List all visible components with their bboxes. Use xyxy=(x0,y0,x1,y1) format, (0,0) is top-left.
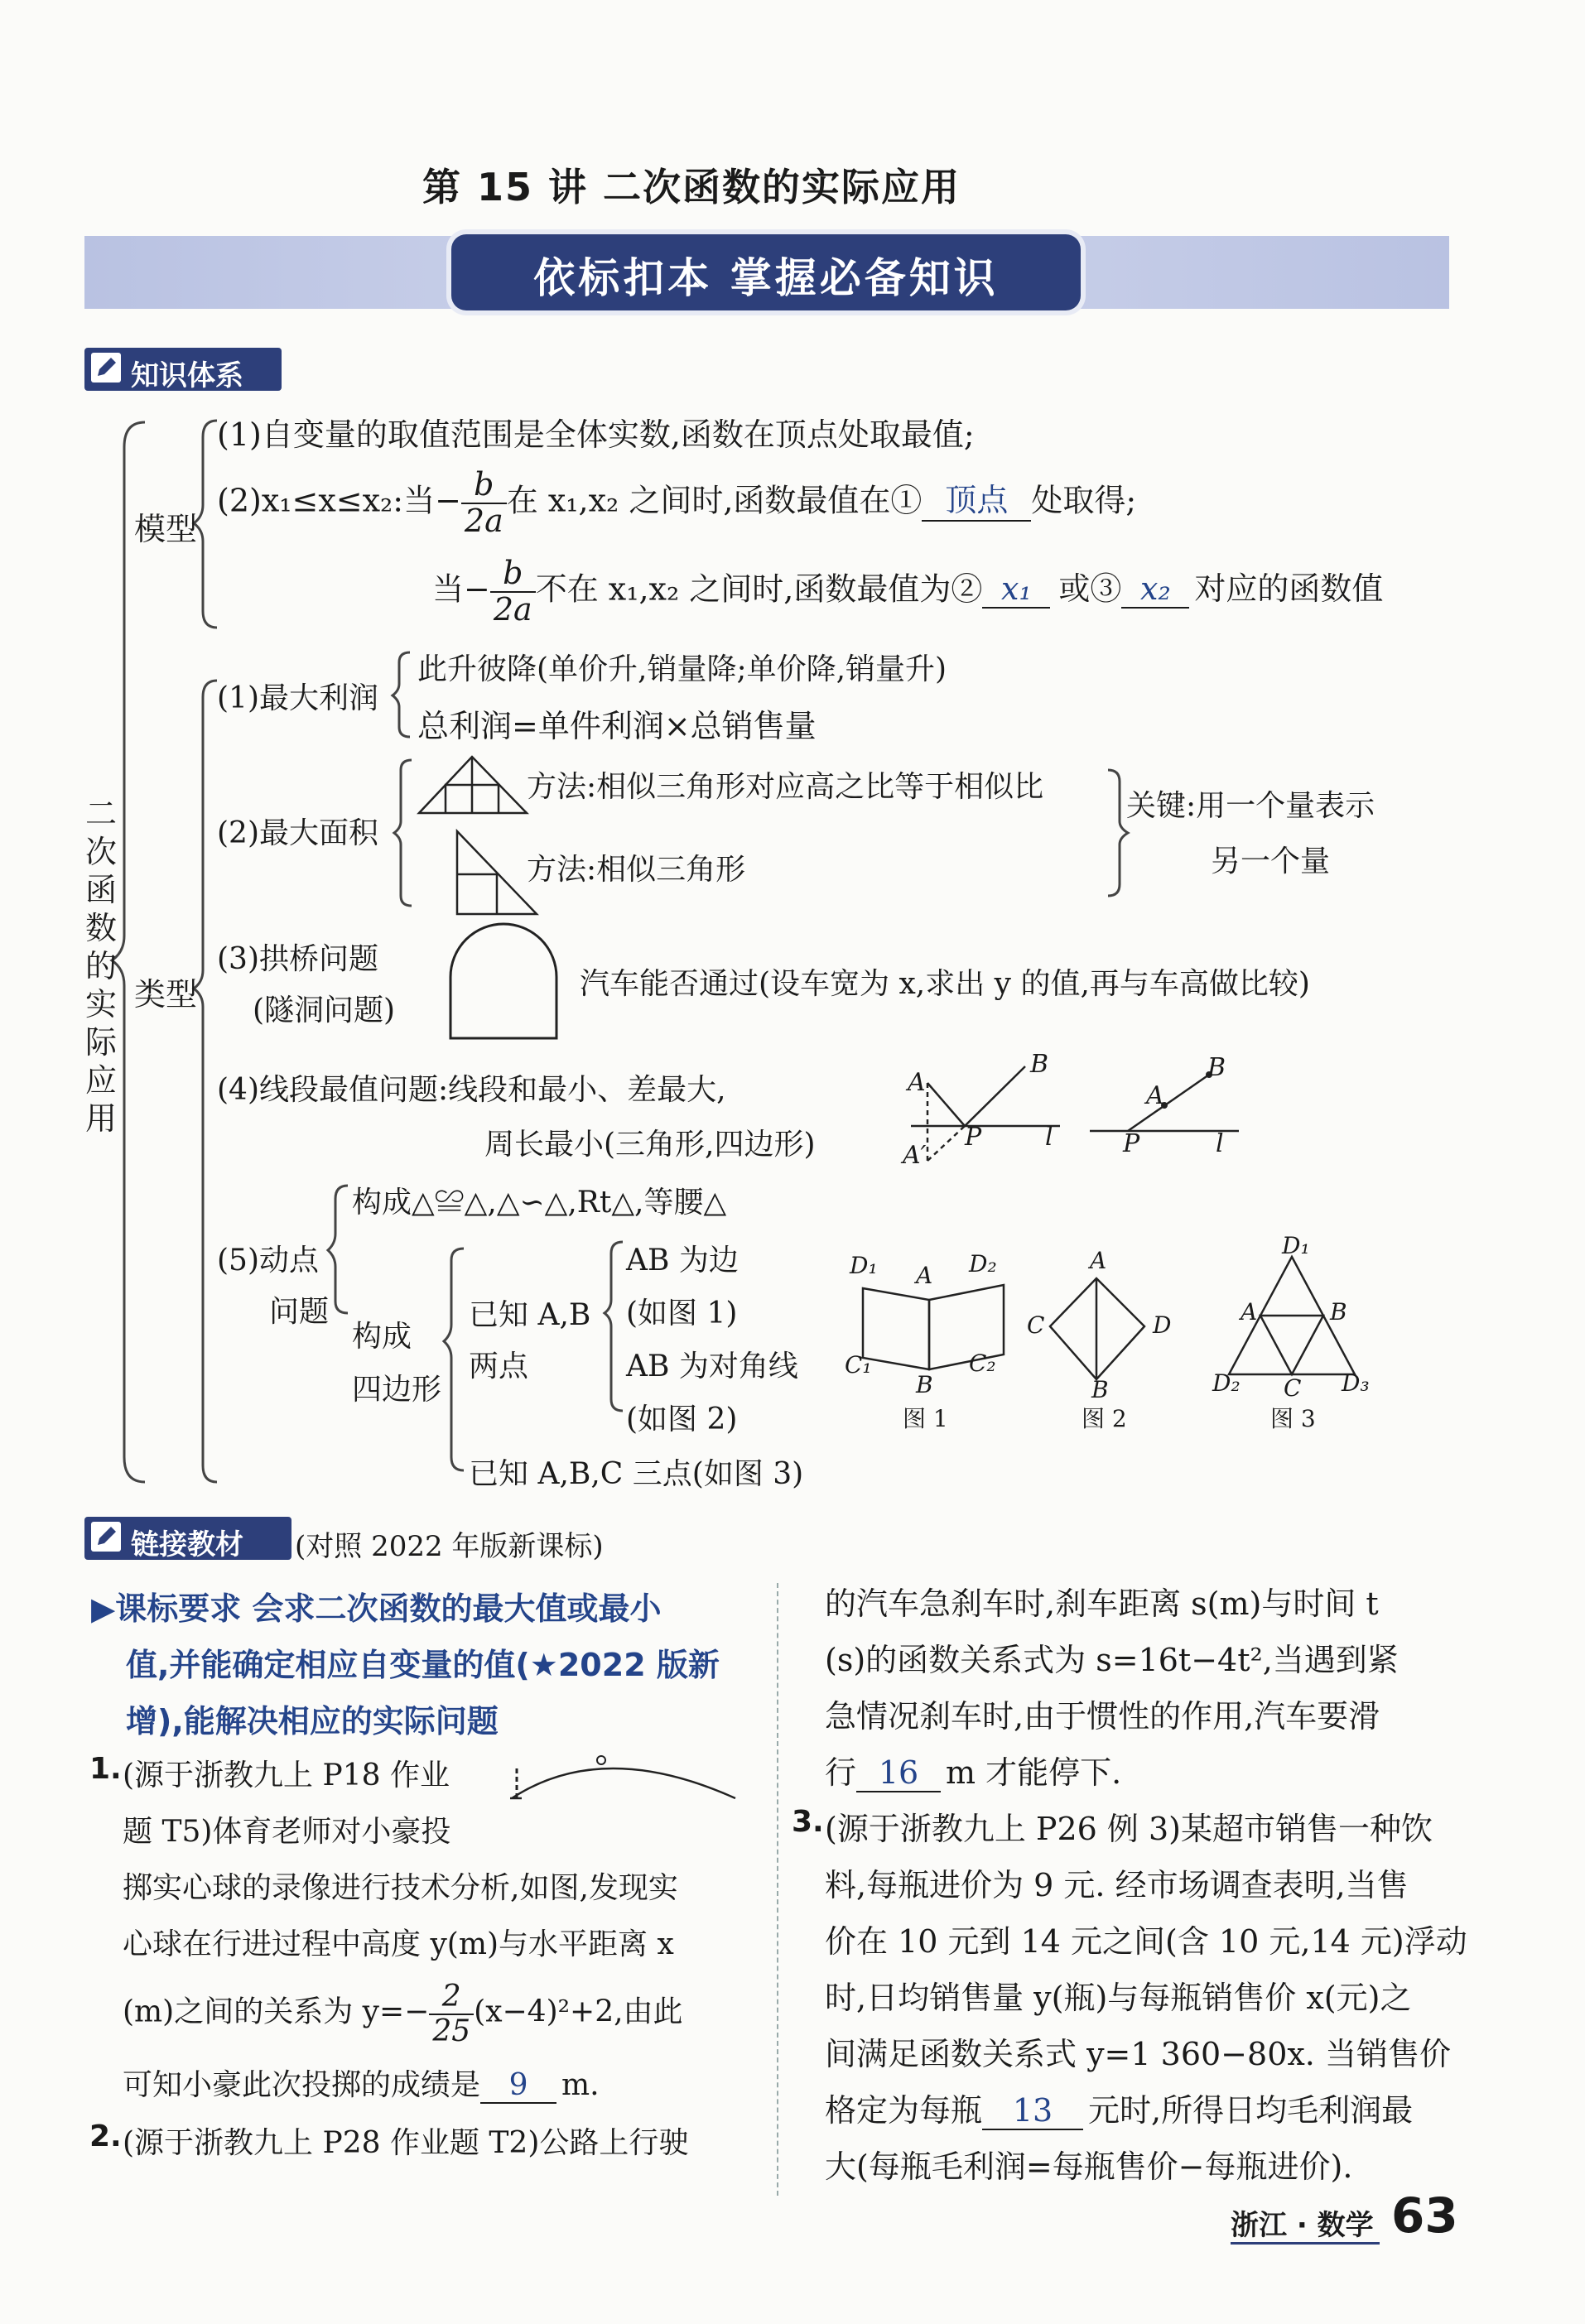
fig2-caption: 图 2 xyxy=(1082,1405,1127,1432)
tree-vertical-title: 二次函数的实际应用 xyxy=(84,796,117,1137)
q1-line-3: 掷实心球的录像进行技术分析,如图,发现实 xyxy=(123,1871,678,1905)
column-divider xyxy=(777,1583,778,2196)
t5-a: 构成△≌△,△∽△,Rt△,等腰△ xyxy=(352,1186,727,1220)
link-chip xyxy=(84,1517,291,1560)
triangle-rect-figure xyxy=(416,753,532,820)
q3-line-5: 间满足函数关系式 y=1 360−80x. 当销售价 xyxy=(825,2036,1451,2072)
label-Aprime-fig4a: A′ xyxy=(903,1141,927,1170)
fig1-caption: 图 1 xyxy=(903,1405,948,1432)
q3-line-7: 大(每瓶毛利润=每瓶售价−每瓶进价). xyxy=(825,2148,1353,2185)
fig3-D1: D₁ xyxy=(1282,1232,1310,1259)
link-chip-note: (对照 2022 年版新课标) xyxy=(295,1530,604,1563)
q1-line-5: (m)之间的关系为 y=− $\frac{2}{25}$ (x−4)²+2,由此 xyxy=(123,1980,683,2048)
t5-label: (5)动点 xyxy=(217,1244,319,1277)
t3-text: 汽车能否通过(设车宽为 x,求出 y 的值,再与车高做比较) xyxy=(580,967,1310,1001)
t2-a: 方法:相似三角形对应高之比等于相似比 xyxy=(527,770,1044,804)
fig2-A: A xyxy=(1090,1247,1107,1274)
right-triangle-rect-figure xyxy=(454,828,545,919)
banner-title: 依标扣本 掌握必备知识 xyxy=(533,254,999,302)
requirement-line-3: 增),能解决相应的实际问题 xyxy=(126,1703,499,1739)
q2-line-1: (源于浙教九上 P28 作业题 T2)公路上行驶 xyxy=(123,2126,689,2160)
q3-line-1: (源于浙教九上 P26 例 3)某超市销售一种饮 xyxy=(825,1811,1433,1847)
fig2-B: B xyxy=(1091,1376,1109,1403)
label-l-fig4a: l xyxy=(1045,1123,1053,1152)
t5-e: 已知 A,B,C 三点(如图 3) xyxy=(469,1457,804,1491)
t5-b1: 构成 xyxy=(352,1320,412,1354)
answer-x1: x₁ xyxy=(982,570,1050,609)
t3-label: (3)拱桥问题 xyxy=(217,942,378,976)
label-B-fig4a: B xyxy=(1030,1050,1049,1079)
footer-region: 浙江 · 数学 xyxy=(1231,2209,1374,2242)
fraction-b-2a: $\frac{b}{2a}$ xyxy=(461,468,507,539)
q3-number: 3. xyxy=(792,1805,824,1839)
model-label: 模型 xyxy=(134,511,198,547)
q2-line-5: 行 16 m 才能停下. xyxy=(825,1754,1122,1791)
fig1-D1: D₁ xyxy=(850,1252,878,1279)
t5-d1: AB 为边 xyxy=(626,1244,739,1277)
t5-c2: 两点 xyxy=(469,1350,529,1383)
label-B-fig4b: B xyxy=(1207,1053,1226,1082)
t5-label-2: 问题 xyxy=(269,1295,330,1329)
edit-icon xyxy=(91,1522,121,1552)
footer-underline xyxy=(1231,2242,1380,2245)
q1-line-1: (源于浙教九上 P18 作业 xyxy=(123,1759,450,1792)
q2-number: 2. xyxy=(89,2120,122,2153)
q2-line-2: 的汽车急刹车时,刹车距离 s(m)与时间 t xyxy=(825,1585,1379,1622)
q1-line-2: 题 T5)体育老师对小豪投 xyxy=(123,1815,451,1849)
fraction-2-25: $\frac{2}{25}$ xyxy=(429,1980,474,2047)
q1-answer: 9 xyxy=(480,2068,556,2104)
requirement-line-2: 值,并能确定相应自变量的值(★2022 版新 xyxy=(126,1647,720,1683)
model-line-2: (2)x₁≤x≤x₂:当− $\frac{b}{2a}$ 在 x₁,x₂ 之间时,函数最值在① 顶点 处取得; xyxy=(217,466,1137,539)
q3-line-4: 时,日均销售量 y(瓶)与每瓶销售价 x(元)之 xyxy=(825,1980,1412,2016)
t4-b: 周长最小(三角形,四边形) xyxy=(484,1128,816,1162)
figure-2-diamond xyxy=(1042,1267,1158,1391)
q1-line-6: 可知小豪此次投掷的成绩是 9 m. xyxy=(123,2068,600,2102)
q3-line-6: 格定为每瓶 13 元时,所得日均毛利润最 xyxy=(825,2092,1414,2129)
fig1-A: A xyxy=(916,1262,933,1289)
q3-line-3: 价在 10 元到 14 元之间(含 10 元,14 元)浮动 xyxy=(825,1923,1467,1960)
q2-line-3: (s)的函数关系式为 s=16t−4t²,当遇到紧 xyxy=(825,1642,1399,1678)
fig1-D2: D₂ xyxy=(969,1250,997,1277)
fig2-D: D xyxy=(1153,1311,1172,1339)
fig2-C: C xyxy=(1027,1311,1045,1339)
t1-b: 总利润=单件利润×总销售量 xyxy=(417,708,817,744)
fig3-caption: 图 3 xyxy=(1270,1405,1316,1432)
q3-answer: 13 xyxy=(982,2092,1083,2130)
t5-d2: (如图 1) xyxy=(626,1297,738,1330)
model-line-3: 当− $\frac{b}{2a}$ 不在 x₁,x₂ 之间时,函数最值为② x₁ 或③ x₂ 对应的函数值 xyxy=(432,555,1384,628)
label-l-fig4b: l xyxy=(1216,1129,1224,1158)
fig3-D3: D₃ xyxy=(1342,1369,1370,1397)
t2-b: 方法:相似三角形 xyxy=(527,853,746,887)
label-A-fig4a: A xyxy=(908,1068,926,1097)
lesson-title: 第 15 讲 二次函数的实际应用 xyxy=(422,165,961,209)
answer-x2: x₂ xyxy=(1121,570,1189,609)
model-line-1: (1)自变量的取值范围是全体实数,函数在顶点处取最值; xyxy=(217,416,975,453)
t5-c1: 已知 A,B xyxy=(469,1298,591,1332)
t5-d3: AB 为对角线 xyxy=(626,1350,798,1383)
q2-line-4: 急情况刹车时,由于惯性的作用,汽车要滑 xyxy=(825,1698,1380,1735)
t2-key-1: 关键:用一个量表示 xyxy=(1126,789,1375,823)
fraction-b-2a-2: $\frac{b}{2a}$ xyxy=(490,556,536,628)
t5-d4: (如图 2) xyxy=(626,1403,738,1436)
t1-label: (1)最大利润 xyxy=(217,681,378,715)
q1-number: 1. xyxy=(89,1752,122,1786)
knowledge-chip-label: 知识体系 xyxy=(131,359,243,392)
q2-answer: 16 xyxy=(856,1754,941,1792)
label-P-fig4a: P xyxy=(965,1123,982,1152)
link-chip-label: 链接教材 xyxy=(131,1528,243,1561)
fig3-A: A xyxy=(1241,1298,1258,1326)
type-label: 类型 xyxy=(134,976,198,1013)
fig1-C1: C₁ xyxy=(845,1351,872,1379)
fig1-C2: C₂ xyxy=(969,1350,996,1377)
t4-a: (4)线段最值问题:线段和最小、差最大, xyxy=(217,1073,726,1107)
fig1-B: B xyxy=(916,1371,933,1398)
requirement-line-1: ▶课标要求 会求二次函数的最大值或最小 xyxy=(91,1590,662,1627)
label-P-fig4b: P xyxy=(1123,1129,1140,1158)
fig3-B: B xyxy=(1330,1298,1347,1326)
answer-vertex: 顶点 xyxy=(922,474,1031,522)
fig3-C: C xyxy=(1284,1374,1302,1402)
q1-line-4: 心球在行进过程中高度 y(m)与水平距离 x xyxy=(123,1927,674,1961)
fig3-D2: D₂ xyxy=(1212,1369,1241,1397)
t2-key-2: 另一个量 xyxy=(1211,844,1331,878)
page-number: 63 xyxy=(1391,2187,1458,2244)
q3-line-2: 料,每瓶进价为 9 元. 经市场调查表明,当售 xyxy=(825,1867,1409,1903)
label-A-fig4b: A xyxy=(1146,1081,1164,1110)
t3-sub: (隧洞问题) xyxy=(253,994,396,1027)
t1-a: 此升彼降(单价升,销量降;单价降,销量升) xyxy=(417,652,947,686)
t5-b2: 四边形 xyxy=(352,1373,442,1407)
arch-figure xyxy=(447,919,563,1043)
t2-label: (2)最大面积 xyxy=(217,816,378,850)
shot-put-trajectory xyxy=(503,1747,744,1805)
